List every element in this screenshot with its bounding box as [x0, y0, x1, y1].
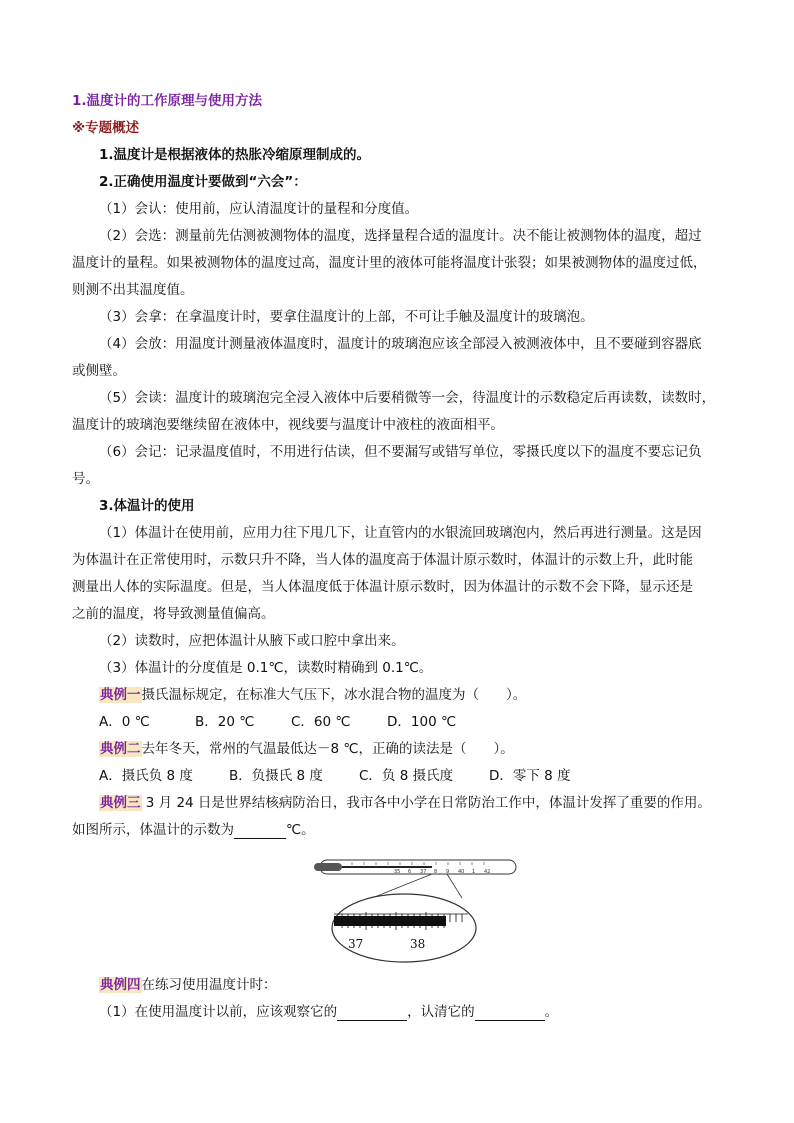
six-rule-2-line: 温度计的量程。如果被测物体的温度过高，温度计里的液体可能将温度计张裂；如果被测物体的温度过低， — [72, 255, 707, 271]
example-2-text: 去年冬天，常州的气温最低达－8 ℃，正确的读法是（ ）。 — [141, 741, 514, 757]
body-temp-line: （1）体温计在使用前，应用力往下甩几下，让直管内的水银流回玻璃泡内，然后再进行测量。这是因 — [99, 525, 702, 541]
answer-blank[interactable] — [234, 823, 286, 839]
example-1-question — [72, 686, 726, 704]
example-4-q1-text-b: ，认清它的 — [407, 1004, 475, 1020]
example-3-question — [72, 794, 726, 839]
example-1-label: 典例一 — [100, 687, 141, 703]
callout-line — [447, 874, 462, 898]
scale-label: 37 — [420, 869, 427, 875]
six-rule-4-line: （4）会放：用温度计测量液体温度时，温度计的玻璃泡应该全部浸入被测液体中，且不要碰到容器底 — [99, 336, 702, 352]
example-3-unit: ℃。 — [286, 822, 315, 838]
example-3-line — [72, 794, 726, 812]
point-2: 2.正确使用温度计要做到“六会”： — [99, 174, 307, 190]
section-title: 1.温度计的工作原理与使用方法 — [72, 93, 263, 109]
body-temp-rule-3: （3）体温计的分度值是 0.1℃，读数时精确到 0.1℃。 — [99, 660, 433, 676]
choice-a[interactable]: A．0 ℃ — [99, 714, 150, 730]
six-rule-5 — [72, 389, 726, 434]
body-temp-line: 之前的温度，将导致测量值偏高。 — [72, 606, 275, 622]
scale-label: 1 — [472, 869, 476, 875]
example-4-text: 在练习使用温度计时： — [141, 977, 277, 993]
example-1-text: 摄氏温标规定，在标准大气压下，冰水混合物的温度为（ ）。 — [141, 687, 527, 703]
six-rule-6 — [72, 443, 726, 488]
choice-c[interactable]: C．60 ℃ — [291, 714, 351, 730]
choice-b[interactable]: B．20 ℃ — [195, 714, 255, 730]
example-3-text-b: 如图所示，体温计的示数为 — [72, 822, 234, 838]
six-rule-2-line: 则测不出其温度值。 — [72, 282, 194, 298]
choice-d[interactable]: D．零下 8 度 — [489, 768, 571, 784]
example-1-choices — [72, 713, 726, 731]
body-temp-rule-2: （2）读数时，应把体温计从腋下或口腔中拿出来。 — [99, 633, 405, 649]
example-3-line — [72, 821, 726, 839]
example-2-choices — [72, 767, 726, 785]
six-rule-2 — [72, 227, 726, 299]
six-rule-5-line: （5）会读：温度计的玻璃泡完全浸入液体中后要稍微等一会，待温度计的示数稳定后再读数，读数时， — [99, 390, 716, 406]
six-rule-6-line: （6）会记：记录温度值时，不用进行估读，但不要漏写或错写单位，零摄氏度以下的温度不要忘记负 — [99, 444, 702, 460]
answer-blank-1[interactable] — [337, 1005, 407, 1021]
six-rule-6-line: 号。 — [72, 471, 99, 487]
example-2-label: 典例二 — [100, 741, 141, 757]
answer-blank-2[interactable] — [475, 1005, 545, 1021]
scale-label: 8 — [434, 869, 438, 875]
six-rule-4-line: 或侧壁。 — [72, 363, 126, 379]
choice-b[interactable]: B．负摄氏 8 度 — [229, 768, 323, 784]
example-2-question — [72, 740, 726, 758]
choice-c[interactable]: C．负 8 摄氏度 — [359, 768, 454, 784]
example-4-q1-text: （1）在使用温度计以前，应该观察它的 — [99, 1004, 338, 1020]
six-rule-2-line: （2）会选：测量前先估测被测物体的温度，选择量程合适的温度计。决不能让被测物体的温度，超过 — [99, 228, 702, 244]
six-rule-1: （1）会认：使用前，应认清温度计的量程和分度值。 — [99, 201, 419, 217]
example-4-block — [72, 976, 726, 1030]
scale-label: 40 — [458, 869, 465, 875]
document-page — [72, 92, 726, 848]
body-temp-line: 为体温计在正常使用时，示数只升不降，当人体的温度高于体温计原示数时，体温计的示数上升，此时能 — [72, 552, 693, 568]
point-1: 1.温度计是根据液体的热胀冷缩原理制成的。 — [99, 147, 371, 163]
overview-label: ※专题概述 — [72, 120, 140, 136]
zoom-label-37: 37 — [348, 937, 364, 951]
example-4-q1-end: 。 — [544, 1004, 559, 1020]
example-3-label: 典例三 — [100, 795, 141, 811]
body-temp-line: 测量出人体的实际温度。但是，当人体温度低于体温计原示数时，因为体温计的示数不会下降，显示还是 — [72, 579, 693, 595]
scale-label: 42 — [484, 869, 491, 875]
six-rule-3: （3）会拿：在拿温度计时，要拿住温度计的上部，不可让手触及温度计的玻璃泡。 — [99, 309, 594, 325]
body-temp-rule-1 — [72, 524, 726, 623]
scale-label: 35 — [394, 869, 401, 875]
example-4-question — [72, 976, 726, 994]
point-3: 3.体温计的使用 — [99, 498, 195, 514]
example-4-label: 典例四 — [100, 977, 141, 993]
thermometer-bulb — [314, 863, 342, 871]
choice-d[interactable]: D．100 ℃ — [387, 714, 457, 730]
six-rule-5-line: 温度计的玻璃泡要继续留在液体中，视线要与温度计中液柱的液面相平。 — [72, 417, 504, 433]
example-4-q1 — [72, 1003, 726, 1021]
six-rule-4 — [72, 335, 726, 380]
choice-a[interactable]: A．摄氏负 8 度 — [99, 768, 193, 784]
zoom-label-38: 38 — [410, 937, 426, 951]
magnified-ticks — [342, 912, 462, 930]
scale-label: 9 — [446, 869, 450, 875]
example-3-text: 3 月 24 日是世界结核病防治日，我市各中小学在日常防治工作中，体温计发挥了重要的作用。 — [141, 795, 711, 811]
scale-label: 6 — [408, 869, 412, 875]
thermometer-figure — [312, 856, 522, 966]
